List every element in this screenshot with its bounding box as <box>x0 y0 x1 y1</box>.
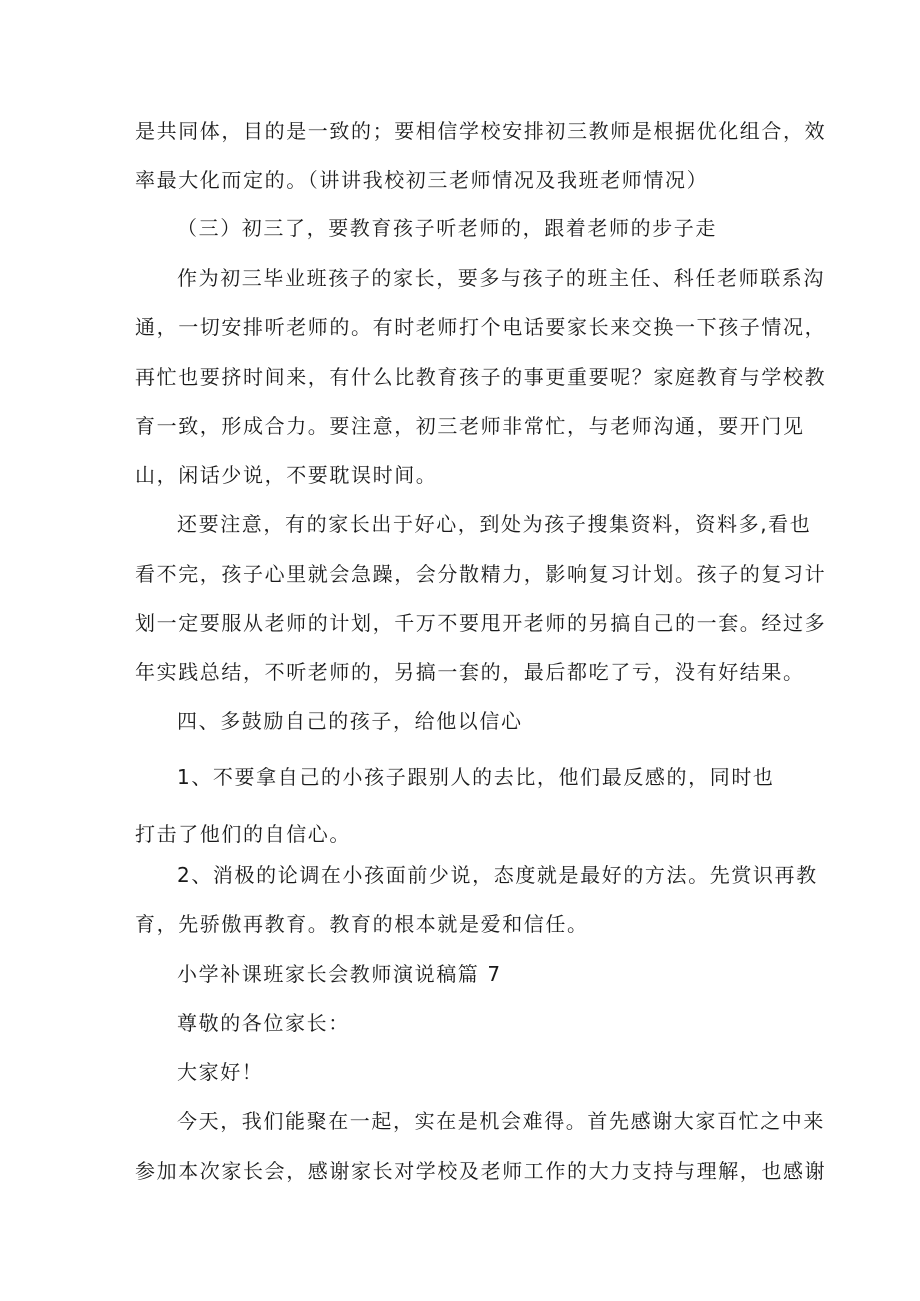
paragraph-line: 还要注意，有的家长出于好心，到处为孩子搜集资料，资料多,看也 <box>177 512 812 536</box>
paragraph-line: 山，闲话少说，不要耽误时间。 <box>135 463 438 487</box>
paragraph-line: 划一定要服从老师的计划，千万不要甩开老师的另搞自己的一套。经过多 <box>135 611 827 635</box>
section-heading: 四、多鼓励自己的孩子，给他以信心 <box>177 709 523 733</box>
article-title: 小学补课班家长会教师演说稿篇 7 <box>177 962 502 986</box>
paragraph-line: 作为初三毕业班孩子的家长，要多与孩子的班主任、科任老师联系沟 <box>177 266 825 290</box>
paragraph-line: 参加本次家长会，感谢家长对学校及老师工作的大力支持与理解，也感谢 <box>135 1159 827 1183</box>
paragraph-line: 率最大化而定的。（讲讲我校初三老师情况及我班老师情况） <box>135 168 709 192</box>
paragraph-line: 看不完，孩子心里就会急躁，会分散精力，影响复习计划。孩子的复习计 <box>135 562 827 586</box>
paragraph-line: 年实践总结，不听老师的，另搞一套的，最后都吃了亏，没有好结果。 <box>135 660 805 684</box>
list-item: 1、不要拿自己的小孩子跟别人的去比，他们最反感的，同时也 <box>177 765 775 789</box>
paragraph-line: 是共同体，目的是一致的；要相信学校安排初三教师是根据优化组合，效 <box>135 119 827 143</box>
greeting: 大家好！ <box>177 1060 264 1084</box>
list-item-continuation: 打击了他们的自信心。 <box>135 822 351 846</box>
section-heading: （三）初三了，要教育孩子听老师的，跟着老师的步子走 <box>177 216 717 240</box>
paragraph-line: 通，一切安排听老师的。有时老师打个电话要家长来交换一下孩子情况， <box>135 315 827 339</box>
salutation: 尊敬的各位家长： <box>177 1011 350 1035</box>
paragraph-line: 育一致，形成合力。要注意，初三老师非常忙，与老师沟通，要开门见 <box>135 414 805 438</box>
list-item: 2、消极的论调在小孩面前少说，态度就是最好的方法。先赏识再教 <box>177 863 818 887</box>
list-item-continuation: 育，先骄傲再教育。教育的根本就是爱和信任。 <box>135 912 589 936</box>
paragraph-line: 今天，我们能聚在一起，实在是机会难得。首先感谢大家百忙之中来 <box>177 1109 825 1133</box>
paragraph-line: 再忙也要挤时间来，有什么比教育孩子的事更重要呢？家庭教育与学校教 <box>135 365 827 389</box>
